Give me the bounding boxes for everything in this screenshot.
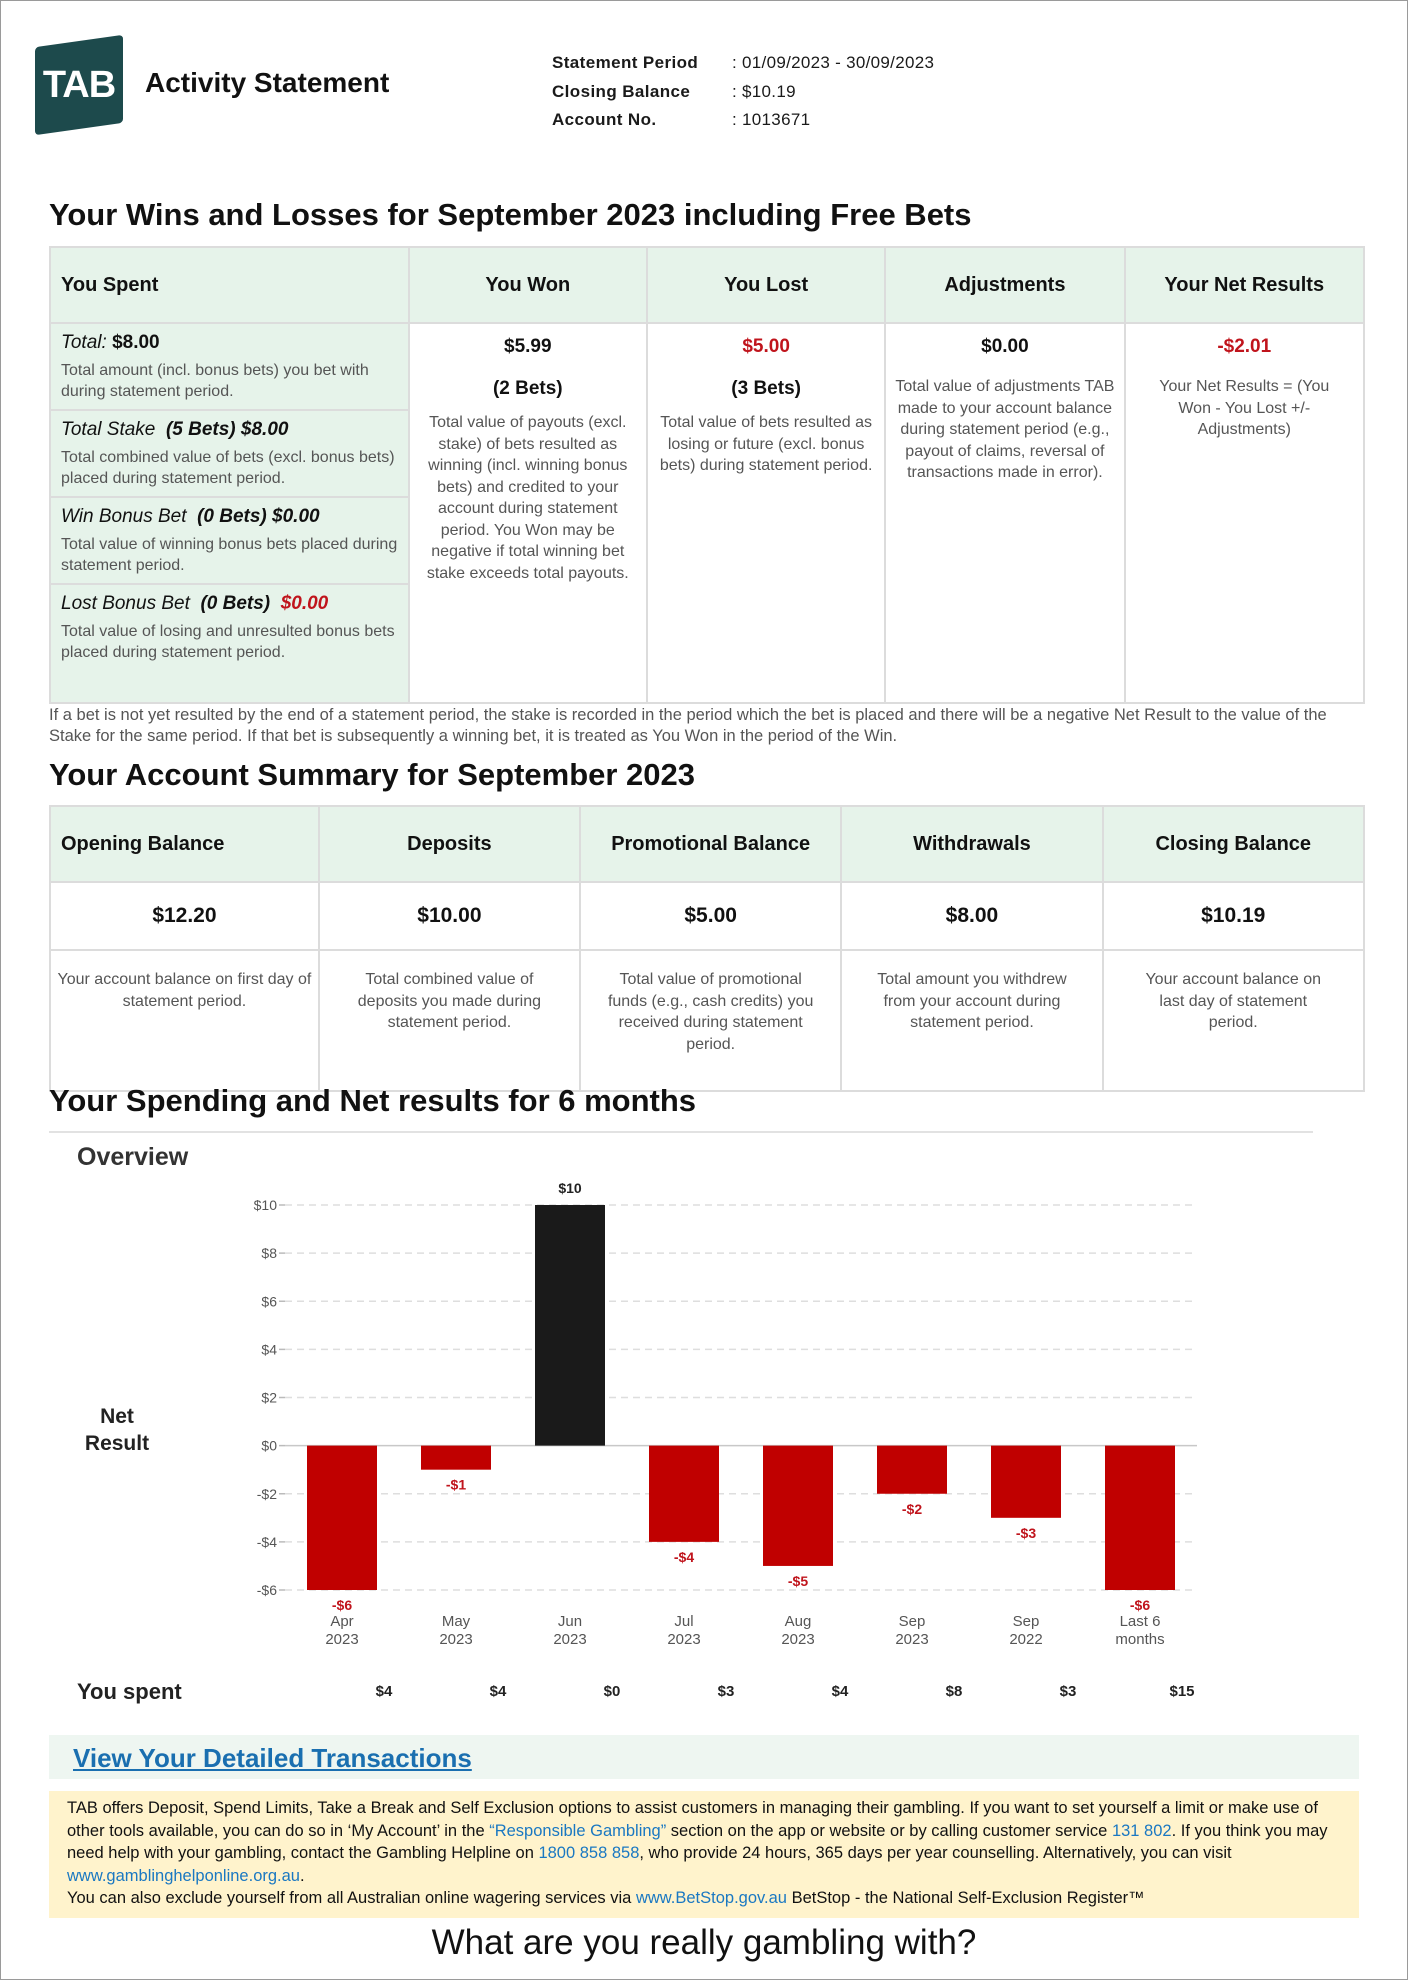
bar — [307, 1446, 377, 1590]
col-opening-balance: Opening Balance — [50, 806, 319, 882]
bar — [421, 1446, 491, 1470]
y-tick-label: $0 — [261, 1437, 277, 1454]
you-spent-value: $0 — [603, 1683, 621, 1700]
col-withdrawals: Withdrawals — [841, 806, 1102, 882]
you-spent-value: $8 — [945, 1683, 963, 1700]
you-spent-value: $15 — [1169, 1683, 1195, 1700]
col-you-lost: You Lost — [647, 247, 885, 323]
x-tick-label: Jul — [674, 1613, 694, 1630]
x-tick-label: 2023 — [325, 1631, 359, 1648]
you-spent-value: $4 — [831, 1683, 849, 1700]
bar-value-label: -$1 — [445, 1476, 467, 1493]
won-amount: $5.99 — [504, 336, 552, 357]
x-tick-label: 2022 — [1009, 1631, 1043, 1648]
y-axis-label-line1: Net — [100, 1405, 134, 1428]
customer-service-phone-link[interactable]: 131 802 — [1111, 1821, 1172, 1840]
info-text: BetStop - the National Self-Exclusion Register™ — [786, 1889, 1145, 1907]
tagline: What are you really gambling with? — [431, 1923, 977, 1962]
y-axis-label-line2: Result — [84, 1432, 150, 1455]
you-spent-label: You spent — [77, 1679, 182, 1704]
you-spent-value: $4 — [375, 1683, 393, 1700]
x-tick-label: 2023 — [667, 1631, 701, 1648]
deposits-desc: Total combined value of deposits you made during statement period. — [319, 950, 580, 1091]
spent-desc: Total combined value of bets (excl. bonus bets) placed during statement period. — [61, 449, 395, 487]
spent-desc: Total value of losing and unresulted bonus bets placed during statement period. — [61, 623, 395, 661]
view-detailed-transactions-link[interactable]: View Your Detailed Transactions — [73, 1743, 472, 1773]
col-adjustments: Adjustments — [885, 247, 1124, 323]
spent-count: (0 Bets) — [200, 593, 271, 614]
x-tick-label: May — [441, 1613, 471, 1630]
bar — [991, 1446, 1061, 1518]
spent-desc: Total amount (incl. bonus bets) you bet with during statement period. — [61, 362, 369, 400]
col-deposits: Deposits — [319, 806, 580, 882]
promotional-balance-desc: Total value of promotional funds (e.g., cash credits) you received during statement period. — [580, 950, 842, 1091]
y-tick-label: -$6 — [256, 1582, 277, 1598]
summary-heading: Your Account Summary for September 2023 — [49, 757, 696, 792]
x-tick-label: Aug — [784, 1613, 812, 1630]
won-desc: Total value of payouts (excl. stake) of bets resulted as winning (incl. winning bonus bets) and credited to your account during statement period. You Won may be negative if total winning bet stake exceeds total payouts. — [426, 414, 629, 582]
meta-value: : 01/09/2023 - 30/09/2023 — [732, 49, 934, 78]
col-you-spent: You Spent — [50, 247, 409, 323]
spent-amount: $0.00 — [272, 506, 320, 527]
deposits-value: $10.00 — [319, 882, 580, 950]
y-tick-label: $10 — [253, 1197, 277, 1213]
x-tick-label: 2023 — [439, 1631, 473, 1648]
helpline-phone-link[interactable]: 1800 858 858 — [538, 1844, 640, 1862]
lost-bets: (3 Bets) — [731, 378, 801, 399]
withdrawals-value: $8.00 — [841, 882, 1102, 950]
info-text: section on the app or website or by calling customer service — [666, 1821, 1112, 1840]
adjustments-desc: Total value of adjustments TAB made to your account balance during statement period (e.g., payout of claims, reversal of transactions made in error). — [895, 378, 1115, 481]
gambling-help-online-link[interactable]: www.gamblinghelponline.org.au — [67, 1866, 300, 1885]
page-title: Activity Statement — [145, 67, 390, 98]
info-text: , who provide 24 hours, 365 days per year counselling. Alternatively, you can visit — [639, 1844, 1232, 1862]
net-desc: Your Net Results = (You Won - You Lost +/- Adjustments) — [1159, 378, 1330, 438]
spent-amount: $8.00 — [112, 332, 160, 353]
bar — [763, 1446, 833, 1566]
x-tick-label: Last 6 — [1119, 1613, 1161, 1630]
wins-losses-heading: Your Wins and Losses for September 2023 including Free Bets — [49, 197, 972, 232]
opening-balance-desc: Your account balance on first day of statement period. — [50, 950, 319, 1091]
col-you-won: You Won — [409, 247, 647, 323]
lost-desc: Total value of bets resulted as losing or future (excl. bonus bets) during statement period. — [659, 414, 873, 474]
meta-value: : 1013671 — [732, 106, 810, 135]
meta-label: Account No. — [552, 110, 657, 129]
you-spent-value: $3 — [1059, 1683, 1077, 1700]
chart-title: Overview — [77, 1143, 189, 1171]
betstop-link[interactable]: www.BetStop.gov.au — [635, 1889, 787, 1907]
x-tick-label: 2023 — [781, 1631, 815, 1648]
bar-value-label: $10 — [558, 1180, 582, 1196]
spent-label: Total Stake — [61, 419, 156, 440]
spent-desc: Total value of winning bonus bets placed during statement period. — [61, 536, 398, 574]
lost-amount: $5.00 — [742, 336, 790, 357]
closing-balance-desc: Your account balance on last day of statement period. — [1103, 950, 1365, 1091]
spending-heading: Your Spending and Net results for 6 months — [49, 1083, 697, 1118]
y-tick-label: $6 — [261, 1293, 277, 1310]
spent-count: (0 Bets) — [197, 506, 267, 527]
bar-value-label: -$6 — [331, 1597, 353, 1613]
unresulted-bet-note: If a bet is not yet resulted by the end of a statement period, the stake is recorded in the period which the bet is placed and there will be a negative Net Result to the value of the Stake for the same period. If that bet is subsequently a winning bet, it is treated as You Won in the period of the Win. — [49, 706, 1327, 745]
y-tick-label: -$2 — [256, 1485, 277, 1502]
info-text: TAB offers Deposit, Spend Limits, Take a Break and Self Exclusion options to assist customers in managing their gambling. If you want to set yourself a limit or make use of other tools available, you can do so in ‘My Account’ in the — [67, 1799, 1318, 1840]
transactions-link-bar — [49, 1735, 1359, 1779]
spent-count: (5 Bets) — [165, 419, 236, 440]
you-spent-value: $4 — [489, 1683, 507, 1700]
net-amount: -$2.01 — [1217, 336, 1272, 357]
withdrawals-desc: Total amount you withdrew from your account during statement period. — [841, 950, 1102, 1091]
meta-label: Closing Balance — [552, 81, 691, 101]
y-tick-label: $4 — [261, 1341, 277, 1358]
logo-text: TAB — [42, 63, 116, 106]
bar-value-label: -$3 — [1015, 1524, 1037, 1541]
x-tick-label: 2023 — [895, 1631, 929, 1648]
opening-balance-value: $12.20 — [50, 882, 319, 950]
bar — [535, 1205, 605, 1446]
x-tick-label: Jun — [557, 1613, 583, 1630]
spent-label: Lost Bonus Bet — [61, 593, 190, 614]
x-tick-label: Sep — [898, 1613, 926, 1630]
closing-balance-value: $10.19 — [1103, 882, 1365, 950]
bar-value-label: -$6 — [1129, 1597, 1151, 1613]
bar — [649, 1446, 719, 1542]
you-spent-value: $3 — [717, 1683, 735, 1700]
info-text: You can also exclude yourself from all Australian online wagering services via — [67, 1889, 636, 1907]
y-tick-label: $2 — [261, 1389, 277, 1406]
spent-label: Total: — [61, 332, 107, 353]
responsible-gambling-info — [49, 1791, 1359, 1918]
y-tick-label: $8 — [261, 1245, 277, 1262]
x-tick-label: Sep — [1012, 1613, 1040, 1630]
spent-amount: $0.00 — [280, 593, 329, 614]
adjustments-amount: $0.00 — [981, 336, 1029, 357]
x-tick-label: months — [1115, 1631, 1165, 1648]
spent-label: Win Bonus Bet — [61, 506, 187, 527]
info-text: . — [299, 1866, 305, 1885]
bar — [877, 1446, 947, 1494]
x-tick-label: 2023 — [553, 1631, 587, 1648]
bar-value-label: -$4 — [673, 1548, 695, 1565]
bar — [1105, 1446, 1175, 1590]
col-promotional-balance: Promotional Balance — [580, 806, 842, 882]
promotional-balance-value: $5.00 — [580, 882, 842, 950]
x-tick-label: Apr — [330, 1613, 354, 1630]
spent-amount: $8.00 — [240, 419, 289, 440]
bar-value-label: -$2 — [901, 1500, 923, 1517]
col-closing-balance: Closing Balance — [1103, 806, 1365, 882]
responsible-gambling-link[interactable]: “Responsible Gambling” — [489, 1821, 667, 1840]
info-text: . If you think you may need help with your gambling, contact the Gambling Helpline on — [67, 1821, 1328, 1862]
y-tick-label: -$4 — [256, 1533, 277, 1550]
bar-value-label: -$5 — [787, 1572, 809, 1589]
won-bets: (2 Bets) — [492, 378, 563, 399]
meta-value: : $10.19 — [732, 78, 796, 107]
meta-label: Statement Period — [552, 53, 699, 72]
col-net-results: Your Net Results — [1125, 247, 1364, 323]
